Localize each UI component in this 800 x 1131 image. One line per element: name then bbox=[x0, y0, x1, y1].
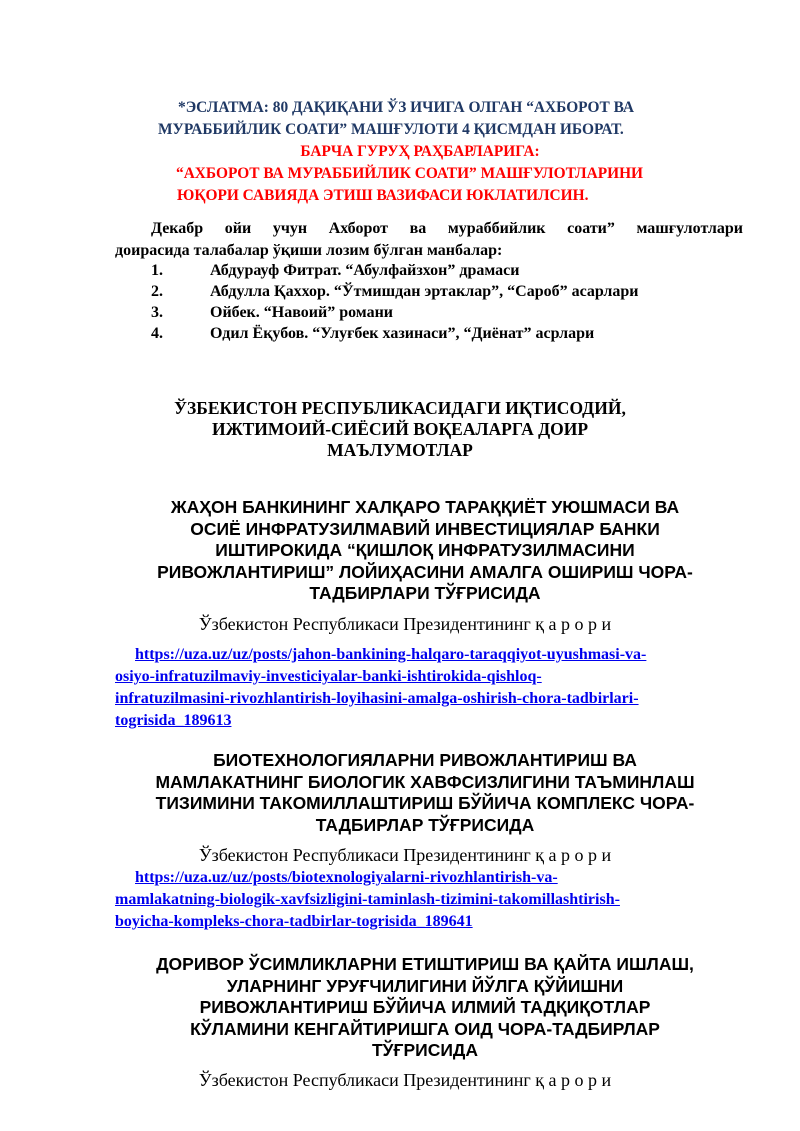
list-number: 4. bbox=[151, 325, 163, 342]
list-text: Ойбек. “Навоий” романи bbox=[210, 304, 394, 321]
notice-line: ЮҚОРИ САВИЯДА ЭТИШ ВАЗИФАСИ ЮКЛАТИЛСИН. bbox=[177, 187, 589, 204]
list-item bbox=[115, 323, 735, 344]
title-line: ТАДБИРЛАР ТЎҒРИСИДА bbox=[315, 814, 535, 835]
link-line[interactable]: infratuzilmasini-rivozhlantirish-loyihasini-amalga-oshirish-chora-tadbirlari- bbox=[115, 690, 639, 707]
reading-intro bbox=[115, 218, 743, 262]
title-line: КЎЛАМИНИ КЕНГАЙТИРИШГА ОИД ЧОРА-ТАДБИРЛАР bbox=[190, 1018, 660, 1039]
notice-heading: БАРЧА ГУРУҲ РАҲБАРЛАРИГА: bbox=[300, 143, 540, 160]
list-item bbox=[115, 281, 735, 302]
decree-label-3 bbox=[0, 1069, 800, 1091]
title-line: ТЎҒРИСИДА bbox=[371, 1040, 479, 1060]
link-line[interactable]: https://uza.uz/uz/posts/jahon-bankining-halqaro-taraqqiyot-uyushmasi-va- bbox=[135, 646, 647, 663]
decree-text: Ўзбекистон Республикаси Президентининг қ а р о р и bbox=[198, 845, 612, 865]
notice-line: *ЭСЛАТМА: 80 ДАҚИҚАНИ ЎЗ ИЧИГА ОЛГАН “АХБОРОТ ВА bbox=[178, 99, 634, 116]
title-line: ИШТИРОКИДА “ҚИШЛОҚ ИНФРАТУЗИЛМАСИНИ bbox=[215, 540, 635, 560]
title-line: РИВОЖЛАНТИРИШ БЎЙИЧА ИЛМИЙ ТАДҚИҚОТЛАР bbox=[199, 997, 651, 1017]
link-line[interactable]: osiyo-infratuzilmaviy-investiciyalar-banki-ishtirokida-qishloq- bbox=[115, 668, 542, 685]
list-text: Абдулла Қаххор. “Ўтмишдан эртаклар”, “Сароб” асарлари bbox=[210, 283, 639, 300]
title-line: УЛАРНИНГ УРУҒЧИЛИГИНИ ЙЎЛГА ҚЎЙИШНИ bbox=[226, 975, 624, 996]
link-line[interactable]: https://uza.uz/uz/posts/biotexnologiyalarni-rivozhlantirish-va- bbox=[135, 869, 558, 886]
title-line: ИЖТИМОИЙ-СИЁСИЙ ВОҚЕАЛАРГА ДОИР bbox=[211, 419, 589, 439]
list-item bbox=[115, 302, 735, 323]
title-line: МАМЛАКАТНИНГ БИОЛОГИК ХАВФСИЗЛИГИНИ ТАЪМИНЛАШ bbox=[155, 771, 695, 792]
reminder-notice bbox=[150, 97, 750, 207]
decree-title-1 bbox=[110, 497, 740, 605]
intro-line: доирасида талабалар ўқиши лозим бўлган манбалар: bbox=[115, 242, 503, 259]
title-line: ТАДБИРЛАРИ ТЎҒРИСИДА bbox=[309, 583, 541, 603]
decree-title-2 bbox=[110, 750, 740, 836]
title-line: ЖАҲОН БАНКИНИНГ ХАЛҚАРО ТАРАҚҚИЁТ УЮШМАСИ ВА bbox=[170, 497, 680, 517]
decree-label-2 bbox=[0, 844, 800, 866]
notice-line bbox=[150, 163, 750, 185]
decree-link-2[interactable] bbox=[115, 867, 745, 933]
decree-text: Ўзбекистон Республикаси Президентининг қ а р о р и bbox=[198, 614, 612, 634]
list-text: Одил Ёқубов. “Улуғбек хазинаси”, “Диёнат” асрлари bbox=[210, 325, 595, 342]
intro-line: Декабр ойи учун Ахборот ва мураббийлик соати” машғулотлари bbox=[151, 220, 743, 237]
title-line: ЎЗБЕКИСТОН РЕСПУБЛИКАСИДАГИ ИҚТИСОДИЙ, bbox=[174, 398, 626, 418]
title-line: МАЪЛУМОТЛАР bbox=[327, 440, 473, 460]
title-line: РИВОЖЛАНТИРИШ” ЛОЙИҲАСИНИ АМАЛГА ОШИРИШ ЧОРА- bbox=[157, 561, 693, 582]
list-number: 1. bbox=[151, 262, 163, 279]
link-line[interactable]: boyicha-kompleks-chora-tadbirlar-togrisida_189641 bbox=[115, 913, 473, 930]
title-line: ОСИЁ ИНФРАТУЗИЛМАВИЙ ИНВЕСТИЦИЯЛАР БАНКИ bbox=[190, 518, 660, 539]
link-line[interactable]: togrisida_189613 bbox=[115, 712, 232, 729]
notice-line-text: “АХБОРОТ ВА МУРАББИЙЛИК СОАТИ” МАШҒУЛОТЛАРИНИ bbox=[176, 165, 644, 182]
decree-label-1 bbox=[0, 613, 800, 635]
title-line: ТИЗИМИНИ ТАКОМИЛЛАШТИРИШ БЎЙИЧА КОМПЛЕКС ЧОРА- bbox=[155, 793, 695, 813]
reading-list bbox=[115, 260, 735, 344]
list-item bbox=[115, 260, 735, 281]
info-section-title bbox=[100, 398, 700, 461]
decree-text: Ўзбекистон Республикаси Президентининг қ а р о р и bbox=[198, 1070, 612, 1090]
list-number: 3. bbox=[151, 304, 163, 321]
decree-link-1[interactable] bbox=[115, 644, 745, 732]
decree-title-3 bbox=[110, 954, 740, 1062]
notice-line: МУРАББИЙЛИК СОАТИ” МАШҒУЛОТИ 4 ҚИСМДАН ИБОРАТ. bbox=[158, 121, 624, 138]
link-line[interactable]: mamlakatning-biologik-xavfsizligini-taminlash-tizimini-takomillashtirish- bbox=[115, 891, 620, 908]
title-line: БИОТЕХНОЛОГИЯЛАРНИ РИВОЖЛАНТИРИШ ВА bbox=[213, 750, 637, 770]
list-text: Абдурауф Фитрат. “Абулфайзхон” драмаси bbox=[210, 262, 520, 279]
list-number: 2. bbox=[151, 283, 163, 300]
title-line: ДОРИВОР ЎСИМЛИКЛАРНИ ЕТИШТИРИШ ВА ҚАЙТА ИШЛАШ, bbox=[156, 954, 694, 974]
